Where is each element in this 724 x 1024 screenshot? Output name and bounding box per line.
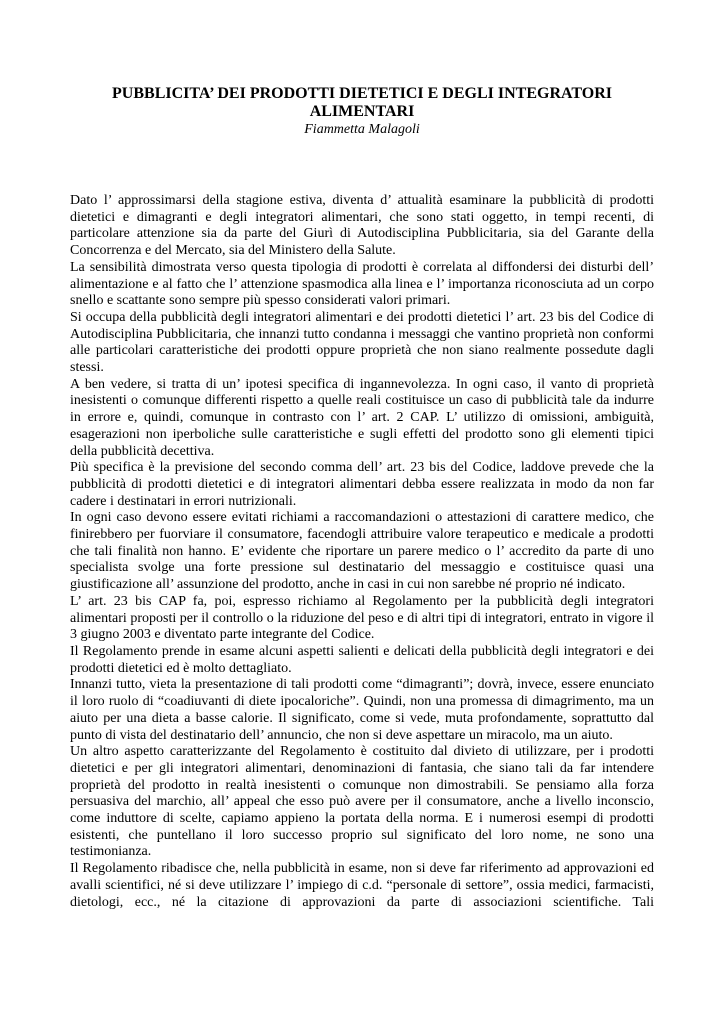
paragraph-11: Il Regolamento ribadisce che, nella pubblicità in esame, non si deve far riferimento ad approvazioni ed avalli scientifici, né si deve utilizzare l’ impiego di c.d. “personale di settore”, ossia medici, farmacisti, dietologi, ecc., né la citazione di approvazioni da parte di associazioni scientifiche. Tali [70, 861, 654, 910]
paragraph-5: Più specifica è la previsione del secondo comma dell’ art. 23 bis del Codice, laddove prevede che la pubblicità di prodotti dietetici e di integratori alimentari debba essere realizzata in modo da non far cadere i destinatari in errori nutrizionali. [70, 460, 654, 509]
paragraph-4: A ben vedere, si tratta di un’ ipotesi specifica di ingannevolezza. In ogni caso, il vanto di proprietà inesistenti o comunque differenti rispetto a quelle reali costituisce un caso di pubblicità tale da indurre in errore e, quindi, comunque in contrasto con l’ art. 2 CAP. L’ utilizzo di omissioni, ambiguità, esagerazioni non iperboliche sulle caratteristiche e sugli effetti del prodotto sono gli elementi tipici della pubblicità decettiva. [70, 376, 654, 459]
document-body [70, 193, 654, 911]
paragraph-9: Innanzi tutto, vieta la presentazione di tali prodotti come “dimagranti”; dovrà, invece, essere enunciato il loro ruolo di “coadiuvanti di diete ipocaloriche”. Quindi, non una promessa di dimagrimento, ma un aiuto per una dieta a basse calorie. Il significato, come si vede, muta profondamente, soprattutto dal punto di vista del destinatario dell’ annuncio, che non si deve aspettare un miracolo, ma un aiuto. [70, 677, 654, 743]
document-header [70, 85, 654, 139]
paragraph-7: L’ art. 23 bis CAP fa, poi, espresso richiamo al Regolamento per la pubblicità degli integratori alimentari proposti per il controllo o la riduzione del peso e di altri tipi di integratori, entrato in vigore il 3 giugno 2003 e diventato parte integrante del Codice. [70, 593, 654, 643]
paragraph-8: Il Regolamento prende in esame alcuni aspetti salienti e delicati della pubblicità degli integratori e dei prodotti dietetici ed è molto dettagliato. [70, 643, 654, 676]
paragraph-10: Un altro aspetto caratterizzante del Regolamento è costituito dal divieto di utilizzare, per i prodotti dietetici e per gli integratori alimentari, denominazioni di fantasia, che siano tali da far intendere proprietà del prodotto in realtà inesistenti o comunque non dimostrabili. Se pensiamo alla forza persuasiva del marchio, all’ appeal che esso può avere per il consumatore, anche a livello inconscio, come induttore di scelte, capiamo appieno la portata della norma. E i numerosi esempi di prodotti esistenti, che puntellano il loro successo proprio sul significato del loro nome, ne sono una testimonianza. [70, 744, 654, 860]
paragraph-2: La sensibilità dimostrata verso questa tipologia di prodotti è correlata al diffondersi dei disturbi dell’ alimentazione e al fatto che l’ attenzione spasmodica alla linea e l’ importanza riconosciuta ad un corpo snello e scattante sono sempre più spesso considerati valori primari. [70, 259, 654, 309]
paragraph-3: Si occupa della pubblicità degli integratori alimentari e dei prodotti dietetici l’ art. 23 bis del Codice di Autodisciplina Pubblicitaria, che innanzi tutto condanna i messaggi che vantino proprietà non conformi alle particolari caratteristiche dei prodotti oppure proprietà che non siano realmente possedute dagli stessi. [70, 309, 654, 376]
paragraph-1: Dato l’ approssimarsi della stagione estiva, diventa d’ attualità esaminare la pubblicità di prodotti dietetici e dimagranti e degli integratori alimentari, che sono stati oggetto, in tempi recenti, di particolare attenzione sia da parte del Giurì di Autodisciplina Pubblicitaria, sia del Garante della Concorrenza e del Mercato, sia del Ministero della Salute. [70, 193, 654, 259]
title-line-2: ALIMENTARI [309, 103, 415, 120]
paragraph-6: In ogni caso devono essere evitati richiami a raccomandazioni o attestazioni di carattere medico, che finirebbero per fuorviare il consumatore, facendogli attribuire valore terapeutico e medicale a prodotti che tali finalità non hanno. E’ evidente che riportare un parere medico o l’ accredito da parte di uno specialista svolge una forte pressione sul destinatario del messaggio e costituisce quasi una giustificazione all’ assunzione del prodotto, anche in casi in cui non sarebbe né proprio né indicato. [70, 510, 654, 593]
author-name: Fiammetta Malagoli [304, 122, 420, 137]
document-title [70, 85, 654, 121]
title-line-1: PUBBLICITA’ DEI PRODOTTI DIETETICI E DEGLI INTEGRATORI [112, 85, 612, 102]
